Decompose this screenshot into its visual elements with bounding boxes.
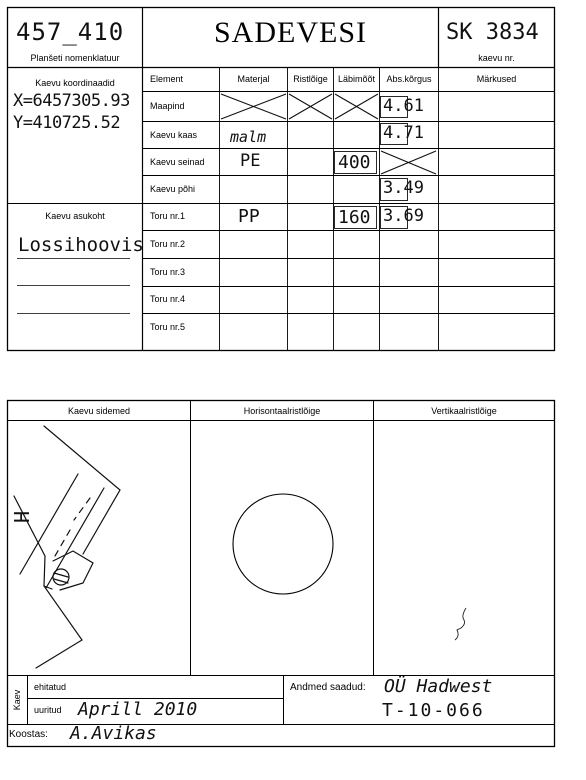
kaevu-kaas-abs-value: 4.71 bbox=[383, 123, 424, 143]
toru-1-labimoot-value: 160 bbox=[338, 207, 371, 228]
col-header-ristloige: Ristlõige bbox=[293, 74, 328, 84]
footer-uuritud-label: uuritud bbox=[34, 705, 62, 715]
well-number-label: kaevu nr. bbox=[478, 53, 515, 63]
footer-koostas-value: A.Avikas bbox=[70, 723, 157, 744]
footer-andmed-value-1: OÜ Hadwest bbox=[384, 676, 493, 697]
coordinates-label: Kaevu koordinaadid bbox=[35, 78, 115, 88]
coordinate-x: X=6457305.93 bbox=[13, 91, 130, 111]
kaevu-kaas-materjal-value: malm bbox=[230, 128, 267, 146]
well-number-value: SK 3834 bbox=[446, 20, 539, 45]
coordinate-y: Y=410725.52 bbox=[13, 113, 121, 133]
sketch-header-sidemed: Kaevu sidemed bbox=[67, 406, 131, 416]
footer-andmed-label: Andmed saadud: bbox=[290, 682, 366, 693]
toru-1-materjal-value: PP bbox=[238, 206, 260, 227]
location-label: Kaevu asukoht bbox=[45, 211, 105, 221]
footer-uuritud-value: Aprill 2010 bbox=[78, 699, 198, 720]
sketch-h-mark: H bbox=[10, 510, 35, 524]
maapind-abs-value: 4.61 bbox=[383, 96, 424, 116]
row-element-kaevu-seinad: Kaevu seinad bbox=[150, 157, 205, 167]
col-header-materjal: Materjal bbox=[237, 74, 270, 84]
row-element-maapind: Maapind bbox=[150, 101, 185, 111]
form-title: SADEVESI bbox=[213, 16, 367, 49]
col-header-labimoot: Läbimõõt bbox=[337, 74, 376, 84]
col-header-abs-korgus: Abs.kõrgus bbox=[386, 74, 432, 84]
row-element-toru-1: Toru nr.1 bbox=[150, 211, 186, 221]
col-header-markused: Märkused bbox=[476, 74, 517, 84]
sketch-header-vertikaal: Vertikaalristlõige bbox=[431, 406, 497, 416]
row-element-toru-3: Toru nr.3 bbox=[150, 267, 186, 277]
footer-kaev-label: Kaev bbox=[12, 689, 22, 711]
location-value: Lossihoovis bbox=[18, 234, 144, 256]
row-element-toru-2: Toru nr.2 bbox=[150, 239, 186, 249]
kaevu-seinad-materjal-value: PE bbox=[240, 151, 261, 171]
toru-1-abs-value: 3.69 bbox=[383, 206, 424, 226]
row-element-toru-5: Toru nr.5 bbox=[150, 322, 186, 332]
nomenclature-value: 457_410 bbox=[16, 18, 125, 46]
kaevu-seinad-labimoot-value: 400 bbox=[338, 152, 371, 173]
footer-andmed-value-2: T-10-066 bbox=[382, 700, 485, 721]
row-element-kaevu-kaas: Kaevu kaas bbox=[150, 130, 198, 140]
sketch-header-horisontaal: Horisontaalristlõige bbox=[243, 406, 321, 416]
footer-koostas-label: Koostas: bbox=[9, 729, 48, 740]
row-element-kaevu-pohi: Kaevu põhi bbox=[150, 184, 196, 194]
col-header-element: Element bbox=[150, 74, 184, 84]
nomenclature-label: Planšeti nomenklatuur bbox=[30, 53, 120, 63]
footer-ehitatud-label: ehitatud bbox=[34, 682, 67, 692]
row-element-toru-4: Toru nr.4 bbox=[150, 294, 186, 304]
kaevu-pohi-abs-value: 3.49 bbox=[383, 178, 424, 198]
